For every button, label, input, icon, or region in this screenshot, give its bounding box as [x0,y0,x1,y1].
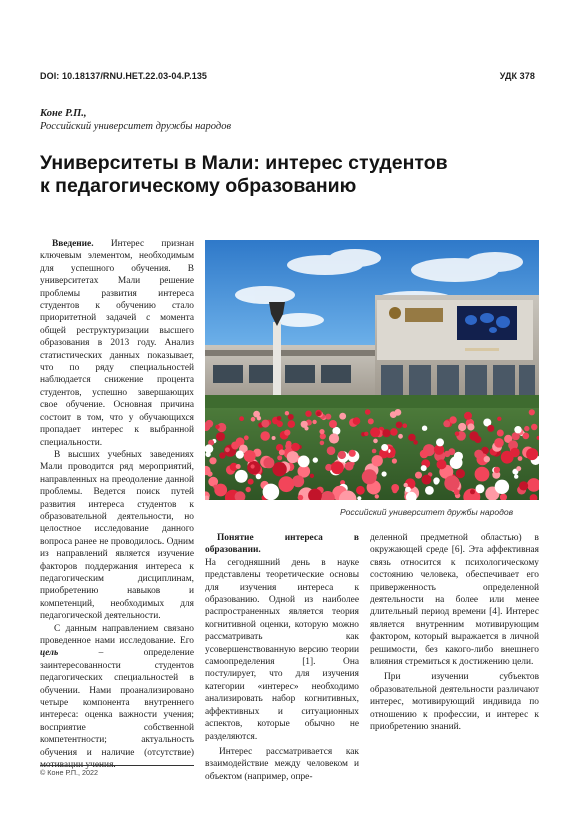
flower [422,426,427,431]
flower [244,450,256,462]
udk-code: УДК 378 [499,71,535,81]
flower [327,446,336,455]
flower [213,485,217,489]
flower [450,456,463,469]
paragraph-3 [40,623,194,772]
flower [215,425,219,429]
flower [524,426,529,431]
doi: DOI: 10.18137/RNU.HET.22.03-04.P.135 [40,71,208,81]
flower [260,431,270,441]
flower [305,411,311,417]
flower [405,487,411,493]
flower [467,423,474,430]
flower [362,469,377,484]
flower [396,422,403,429]
flower [263,457,274,468]
flower [325,414,331,420]
flower [382,471,387,476]
flower [392,458,397,463]
flower [236,464,241,469]
flower [277,416,282,421]
flower [298,456,310,468]
flower [319,429,324,434]
flower [514,474,518,478]
flower [278,476,294,492]
flower [529,409,535,415]
flower [288,414,294,420]
flower [487,425,494,432]
flower [353,417,361,425]
flower [219,452,225,458]
p3-goal: цель [40,648,59,659]
col3-paragraph-2: При изучении субъектов образовательной деятельности различают интерес, мотивирующий индивида по отношению к профессии, и интерес к приобретению знаний. [370,672,539,733]
flower [235,470,248,483]
column-3 [370,532,539,734]
flower [272,436,276,440]
footer-rule [40,765,194,766]
flower [464,412,472,420]
flower [345,462,354,471]
flower [494,467,500,473]
flower [288,420,296,428]
flower [474,450,483,459]
col2-lead-line [205,532,359,557]
flower [514,426,521,433]
article-title [40,152,540,198]
flower [395,409,402,416]
flower [403,423,408,428]
flower [244,435,249,440]
flower [339,413,346,420]
p3-after: – определение заинтересованности студентов педагогических специальностей в обучении. Нами проанализировано четыре компонента внутреннего интереса: оценка важности учения; восприятие собственной компетентности; актуальность обучения и наличие (отсутствие) мотивации учения. [40,648,194,771]
flower [422,475,432,485]
flower [444,451,450,457]
intro-text: Интерес признан ключевым элементом, необходимым для успешного обучения. В университетах Мали решение проблемы развития интереса студентов к обучению стало приоритетной задачей с момента общей реструктуризации высшего образования в 2013 году. Анализ статистических данных показывает, что по ряду специальностей наблюдается снижение процента студентов, успешно завершающих свое обучение. Основная причина состоит в том, что у обучающихся пропадает интерес к выбранной специальности. [40,239,194,448]
flower [205,452,210,457]
flower [443,420,450,427]
flower [375,494,379,498]
flower [381,444,388,451]
flower [364,432,368,436]
flower [320,433,326,439]
paragraph-2: В высших учебных заведениях Мали проводится ряд мероприятий, направленных на преодоление данной проблемы. Ведется поиск путей развития интереса студентов к образовательной деятельности, но целостное исследование данного вопроса ранее не проводилось. Одним из направлений является изучение факторов поддержания интереса к педагогическим дисциплинам, приобретению навыков и компетенций, необходимых для педагогической деятельности. [40,449,194,622]
flower [413,440,418,445]
flower [526,448,538,460]
flower [497,430,504,437]
title-line-2: к педагогическому образованию [40,175,357,197]
flower [444,476,459,491]
university-photo-svg [205,240,539,500]
flower [225,447,230,452]
column-1 [40,238,194,771]
flower [263,484,280,500]
col2-lead: Понятие интереса в образовании. [205,533,359,556]
flower [495,480,509,494]
flower [390,428,398,436]
flower [356,486,365,495]
col2-paragraph-2: Интерес рассматривается как взаимодействие между человеком и объектом (например, опре- [205,746,359,782]
flower [251,464,255,468]
flower [475,467,490,482]
flower [494,438,504,448]
flower [420,450,429,459]
flower [372,455,383,466]
flower [329,433,339,443]
flower [476,484,485,493]
intro-paragraph [40,238,194,449]
flower [368,418,374,424]
flower [522,433,529,440]
photo-caption: Российский университет дружбы народов [340,507,514,517]
flower [284,430,290,436]
flower [469,431,478,440]
flower [449,416,456,423]
flower [329,420,337,428]
flower [372,449,377,454]
flower [246,487,251,492]
flower [531,424,537,430]
flower [518,456,523,461]
title-line-1: Университеты в Мали: интерес студентов [40,152,448,174]
flower [398,434,403,439]
flower [415,472,422,479]
flower [239,416,244,421]
column-2 [205,532,359,783]
flower [287,451,299,463]
flower [382,429,390,437]
flower [436,438,444,446]
flower [320,441,325,446]
col3-paragraph-1: деленной предметной областью) в окружающей среде [6]. Эта аффективная связь относится к психологическому состоянию человека, обеспечивает его приверженность определенной деятельности на более или менее длительный период времени [4]. Интерес является внутренним мотивирующим фактором, который выражается в личной решимости, без какого-либо внешнего влияния стремиться к достижению цели. [370,533,539,668]
flower [248,479,254,485]
flower [251,417,256,422]
p3-before: С данным направлением связано проведенное нами исследование. Его [40,623,194,646]
flower [373,439,378,444]
flower [391,484,399,492]
col2-paragraph-1: На сегодняшний день в науке представлены теоретические основы для изучения интереса к образованию. Одной из наиболее распространенных является теория когнитивной оценки, которую можно рассматривать как усовершенствованную версию теории самоопределения [1]. Она постулирует, что для изучения категории «интерес» необходимо анализировать набор когнитивных, аффективных и ситуационных аспектов, которые обычно не разделяются. [205,557,359,742]
flower [437,459,447,469]
flower [516,466,521,471]
university-emblem [389,307,401,319]
flower [313,457,318,462]
author-name: Коне Р.П., [40,108,87,119]
flower [458,423,466,431]
flower [370,427,380,437]
flower [316,411,321,416]
flower [310,474,314,478]
flower [421,465,427,471]
flower [331,461,344,474]
flower [277,455,282,460]
flower [470,489,475,494]
flower [404,483,408,487]
flower [519,481,528,490]
flower [456,469,465,478]
flower [484,456,490,462]
monument-column [273,322,281,402]
author-affiliation: Российский университет дружбы народов [40,121,232,132]
flower [338,451,346,459]
university-photo [205,240,539,500]
flower [425,486,434,495]
flower [455,431,460,436]
flower [279,449,285,455]
flower [349,450,356,457]
flower [497,417,501,421]
flower [510,448,520,458]
flower [205,420,213,428]
flower [261,420,269,428]
intro-lead: Введение. [52,239,94,249]
flower [301,421,308,428]
flower [236,451,244,459]
flower [285,411,289,415]
copyright: © Коне Р.П., 2022 [40,768,99,777]
flower [256,474,262,480]
flower [454,489,460,495]
flower [216,432,225,441]
flower [291,443,300,452]
flower [365,409,371,415]
flower [286,441,292,447]
flower [408,434,416,442]
flower [209,457,216,464]
flower [272,462,286,476]
building-sign [405,308,443,322]
flower [312,420,316,424]
flower [257,416,261,420]
flower [434,479,439,484]
